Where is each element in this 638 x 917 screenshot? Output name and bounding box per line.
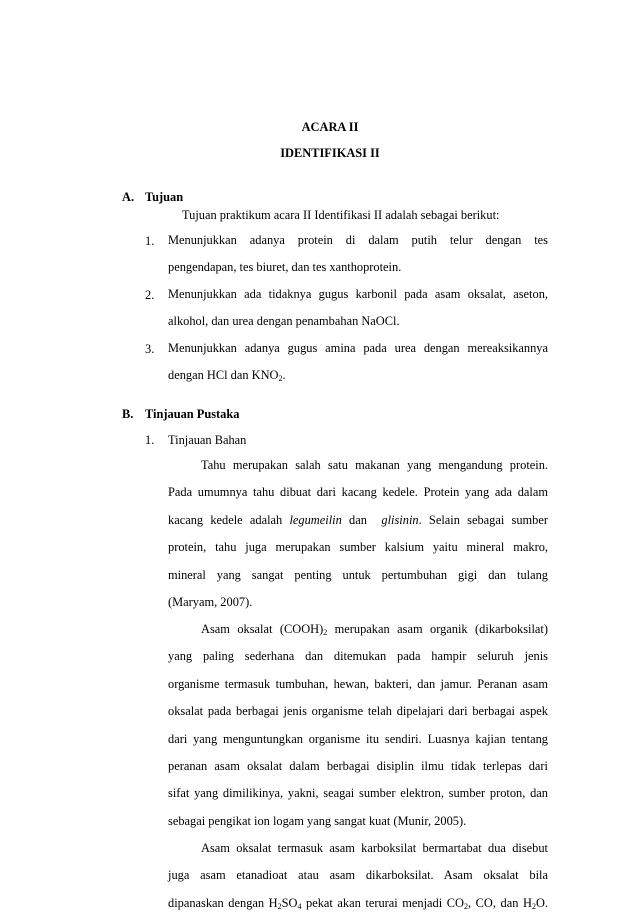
document-title: ACARA II xyxy=(301,120,359,134)
section-b-heading xyxy=(122,407,239,422)
paragraph: Asam oksalat termasuk asam karboksilat bermartabat dua disebut juga asam etanadioat atau asam dikarboksilat. Asam oksalat bila dipanaskan dengan $H_2SO_4$ pekat akan terurai menjadi $CO_2$, CO, dan $H_2O$. xyxy=(168,841,548,911)
section-b-title: Tinjauan Pustaka xyxy=(145,407,240,421)
section-b-label: B. xyxy=(122,407,134,421)
section-a-heading xyxy=(122,190,183,205)
section-a-intro: Tujuan praktikum acara II Identifikasi II adalah sebagai berikut: xyxy=(182,208,500,222)
list-item: Menunjukkan adanya protein di dalam putih telur dengan tes pengendapan, tes biuret, dan tes xanthoprotein. xyxy=(168,233,548,275)
list-item-number: 1. xyxy=(145,234,155,248)
list-item: Menunjukkan adanya gugus amina pada urea dengan mereaksikannya dengan HCl dan $KNO_2$. xyxy=(168,341,548,384)
list-item-number: 2. xyxy=(145,288,155,302)
list-item-number: 3. xyxy=(145,342,155,356)
paragraph: Tahu merupakan salah satu makanan yang mengandung protein. Pada umumnya tahu dibuat dari kacang kedele. Protein yang ada dalam kacang kedele adalah legumeilin dan glisinin. Selain sebagai sumber protein, tahu juga merupakan sumber kalsium yaitu mineral makro, mineral yang sangat penting untuk pertumbuhan gigi dan tulang (Maryam, 2007). xyxy=(168,458,548,610)
section-a-title: Tujuan xyxy=(145,190,184,204)
list-item: Menunjukkan ada tidaknya gugus karbonil pada asam oksalat, aseton, alkohol, dan urea dengan penambahan NaOCl. xyxy=(168,287,548,329)
document-subtitle: IDENTIFIKASI II xyxy=(280,146,380,160)
section-a-label: A. xyxy=(122,190,135,204)
subsection-number: 1. xyxy=(145,433,155,447)
subsection-title: Tinjauan Bahan xyxy=(168,433,247,447)
paragraph: Asam oksalat $(COOH)_2$ merupakan asam organik (dikarboksilat) yang paling sederhana dan ditemukan pada hampir seluruh jenis organisme termasuk tumbuhan, hewan, bakteri, dan jamur. Peranan asam oksalat pada berbagai jenis organisme telah dipelajari dari berbagai aspek dari yang menguntungkan organisme itu sendiri. Luasnya kajian tentang peranan asam oksalat dalam berbagai disiplin ilmu tidak terlepas dari sifat yang dimilikinya, yakni, seagai sumber elektron, sumber proton, dan sebagai pengikat ion logam yang sangat kuat (Munir, 2005). xyxy=(168,622,549,828)
